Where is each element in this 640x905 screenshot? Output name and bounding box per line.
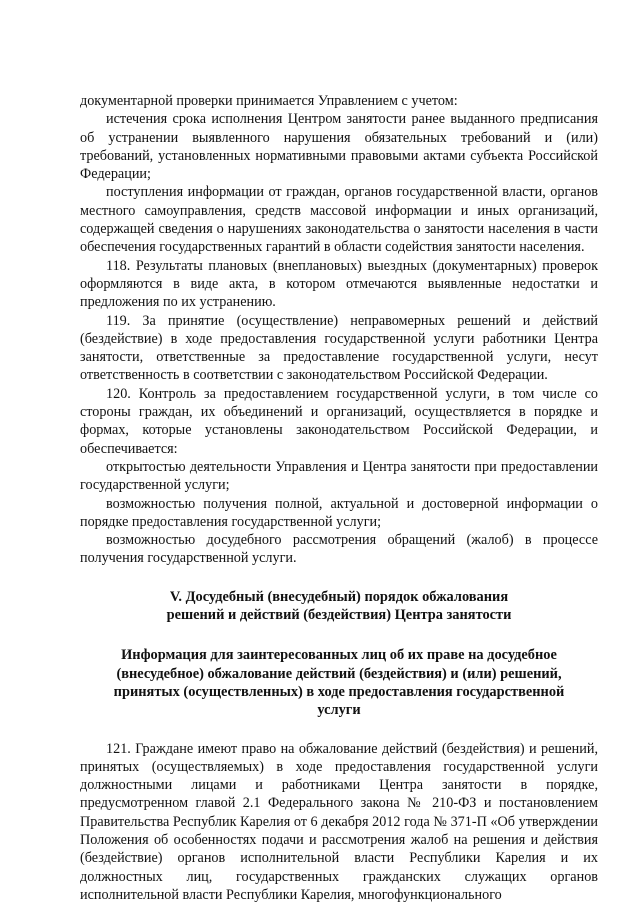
paragraph-121: 121. Граждане имеют право на обжалование действий (бездействия) и решений, принятых (осуществляемых) в ходе предоставления государственной услуги должностными лицами и работниками Центра занятости в порядке, предусмотренном главой 2.1 Федерального закона № 210-ФЗ и постановлением Правительства Республик Карелия от 6 декабря 2012 года № 371-П «Об утверждении Положения об особенностях подачи и рассмотрения жалоб на решения и действия (бездействие) органов исполнительной власти Республики Карелия и их должностных лиц, государственных гражданских служащих органов исполнительной власти Республики Карелия, многофункционального bbox=[80, 740, 598, 903]
paragraph-information-received: поступления информации от граждан, органов государственной власти, органов местного самоуправления, средств массовой информации и иных организаций, содержащей сведения о нарушениях законодательства о занятости населения в части обеспечения государственных гарантий в области содействия занятости населения. bbox=[80, 184, 598, 256]
paragraph-deadline-expiry: истечения срока исполнения Центром занятости ранее выданного предписания об устранении выявленного нарушения обязательных требований и (или) требований, установленных нормативными правовыми актами субъекта Российской Федерации; bbox=[80, 111, 598, 183]
paragraph-pretrial-review: возможностью досудебного рассмотрения обращений (жалоб) в процессе получения государственной услуги. bbox=[80, 532, 598, 567]
section-heading-line-1: V. Досудебный (внесудебный) порядок обжалования bbox=[169, 588, 509, 605]
spacer bbox=[80, 568, 598, 588]
paragraph-119: 119. За принятие (осуществление) неправомерных решений и действий (бездействие) в ходе предоставления государственной услуги работники Центра занятости, ответственные за предоставление государственной услуги, несут ответственность в соответствии с законодательством Российской Федерации. bbox=[80, 312, 598, 384]
section-heading-line-2: решений и действий (бездействия) Центра занятости bbox=[166, 607, 512, 624]
sub-heading-line-3: принятых (осуществленных) в ходе предоставления государственной bbox=[113, 683, 565, 700]
paragraph-118: 118. Результаты плановых (внеплановых) выездных (документарных) проверок оформляются в виде акта, в котором отмечаются выявленные недостатки и предложения по их устранению. bbox=[80, 257, 598, 311]
section-heading bbox=[80, 588, 598, 625]
sub-heading-line-1: Информация для заинтересованных лиц об их праве на досудебное bbox=[121, 647, 557, 664]
spacer bbox=[80, 720, 598, 740]
spacer bbox=[80, 624, 598, 646]
paragraph-openness: открытостью деятельности Управления и Центра занятости при предоставлении государственной услуги; bbox=[80, 458, 598, 494]
sub-heading-line-2: (внесудебное) обжалование действий (бездействия) и (или) решений, bbox=[116, 665, 562, 682]
paragraph-intro: документарной проверки принимается Управлением с учетом: bbox=[80, 93, 458, 109]
sub-heading-line-4: услуги bbox=[317, 702, 361, 719]
paragraph-information-access: возможностью получения полной, актуальной и достоверной информации о порядке предоставления государственной услуги; bbox=[80, 495, 598, 530]
sub-heading bbox=[80, 646, 598, 719]
paragraph-120: 120. Контроль за предоставлением государственной услуги, в том числе со стороны граждан, их объединений и организаций, осуществляется в порядке и формах, которые установлены законодательством Российской Федерации, и обеспечивается: bbox=[80, 385, 598, 457]
